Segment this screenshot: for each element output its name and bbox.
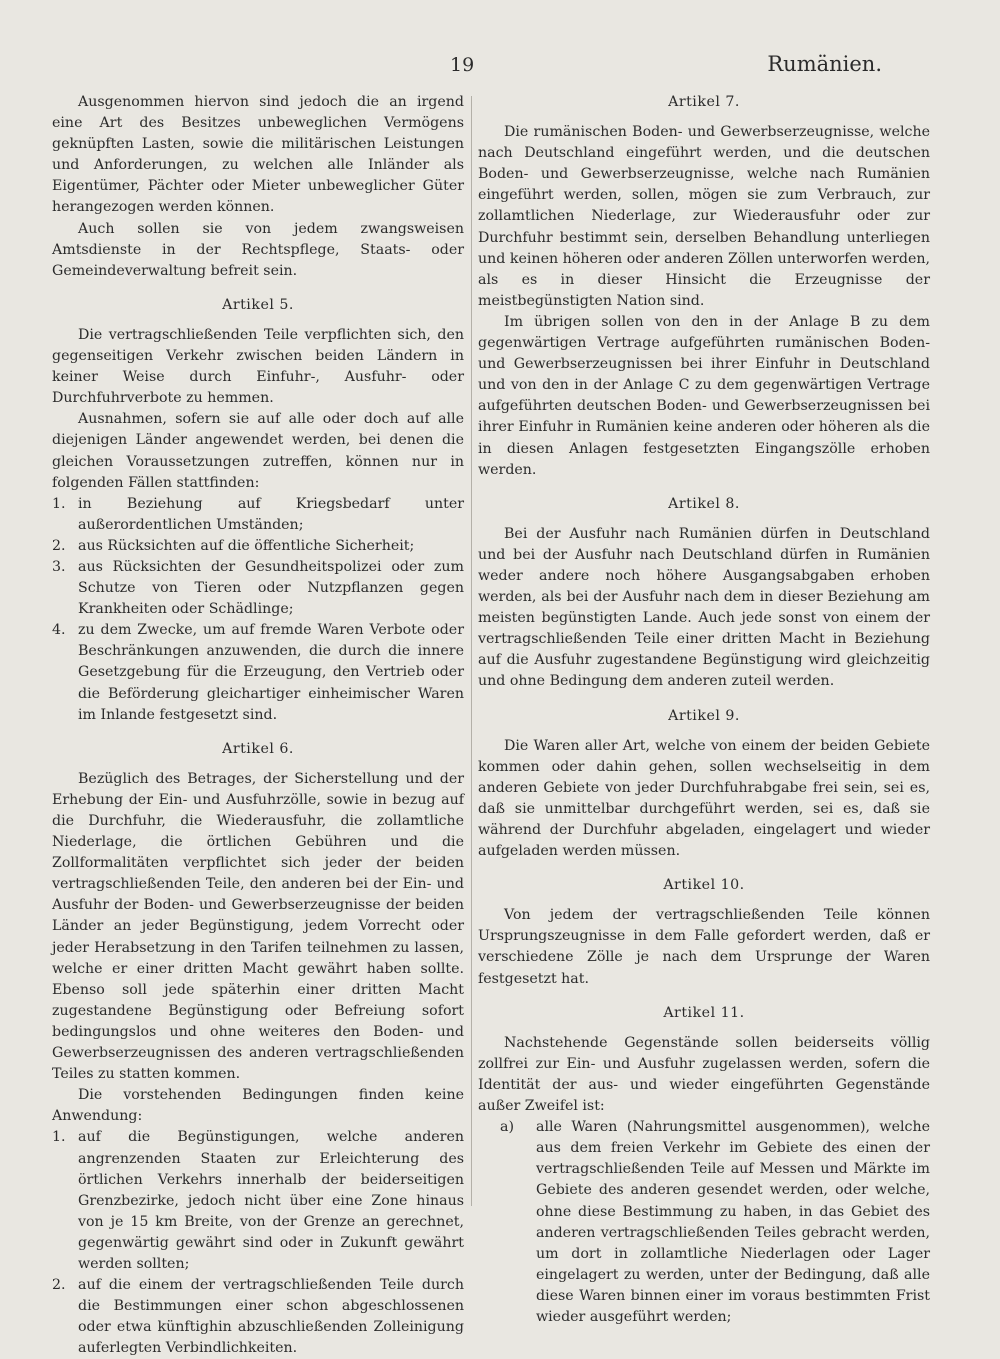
item-text: auf die einem der vertragschließenden Teile durch die Bestimmungen einer schon abgeschlossenen oder etwa künftighin abzuschließenden Zolleinigung auferlegten Verbindlichkeiten. (78, 1277, 464, 1357)
item-text: alle Waren (Nahrungsmittel ausgenommen), welche aus dem freien Verkehr im Gebiete des einen der vertragschließenden Teile auf Messen und Märkte im Gebiete des anderen gesendet werden, oder welche, ohne diese Bestimmung zu haben, in das Gebiet des anderen vertragschließenden Teiles gebracht werden, um dort in zollamtliche Niederlagen oder Lager eingelagert zu werden, unter der Bedingung, daß alle diese Waren binnen einer im voraus bestimmten Frist wieder ausgeführt werden; (536, 1119, 930, 1325)
article-5-heading: Artikel 5. (222, 296, 294, 313)
article-7-paragraph-1: Die rumänischen Boden- und Gewerbserzeugnisse, welche nach Deutschland eingeführt werden, und die deutschen Boden- und Gewerbserzeugnisse, welche nach Rumänien eingeführt werden, sollen, mögen sie zum Verbrauch, zur zollamtlichen Niederlage, zur Wiederausfuhr oder zur Durchfuhr bestimmt sein, derselben Behandlung unterliegen und keinen höheren oder anderen Zöllen unterworfen werden, als es in dieser Hinsicht die Erzeugnisse der meistbegünstigten Nation sind. (478, 124, 930, 309)
intro-paragraph: Ausgenommen hiervon sind jedoch die an irgend eine Art des Besitzes unbeweglichen Vermögens geknüpften Lasten, sowie die militärischen Leistungen und Anforderungen, zu welchen alle Inländer als Eigentümer, Pächter oder Mieter unbeweglicher Güter herangezogen werden können. (52, 94, 464, 216)
column-divider (471, 96, 472, 1206)
article-11-heading: Artikel 11. (663, 1004, 745, 1021)
item-number: 3. (52, 558, 66, 575)
running-head: Rumänien. (767, 52, 882, 76)
item-text: zu dem Zwecke, um auf fremde Waren Verbote oder Beschränkungen anzuwenden, die durch die innere Gesetzgebung für die Erzeugung, den Vertrieb oder die Beförderung gleichartiger einheimischer Waren im Inlande festgesetzt sind. (78, 622, 464, 723)
article-11-item (500, 1117, 930, 1328)
article-6-item (52, 1275, 464, 1359)
item-text: aus Rücksichten der Gesundheitspolizei oder zum Schutze von Tieren oder Nutzpflanzen gegen Krankheiten oder Schädlinge; (78, 558, 464, 618)
article-5-item (52, 494, 464, 536)
article-11-paragraph-1: Nachstehende Gegenstände sollen beiderseits völlig zollfrei zur Ein- und Ausfuhr zugelassen werden, sofern die Identität der aus- und wieder eingeführten Gegenstände außer Zweifel ist: (478, 1034, 930, 1115)
left-column (52, 92, 464, 1359)
item-number: 1. (52, 495, 66, 512)
item-number: 2. (52, 537, 66, 554)
item-letter: a) (500, 1119, 514, 1136)
article-5-paragraph-1: Die vertragschließenden Teile verpflichten sich, den gegenseitigen Verkehr zwischen beiden Ländern in keiner Weise durch Einfuhr-, Ausfuhr- oder Durchfuhrverbote zu hemmen. (52, 326, 464, 407)
page-header (0, 44, 1000, 94)
article-9-heading: Artikel 9. (668, 707, 740, 724)
article-9-paragraph-1: Die Waren aller Art, welche von einem der beiden Gebiete kommen oder dahin gehen, sollen wechselseitig in dem anderen Gebiete von jeder Durchfuhrabgabe frei sein, sei es, daß sie unmittelbar durchgeführt werden, sei es, daß sie während der Durchfuhr abgeladen, eingelagert und wieder aufgeladen werden müssen. (478, 737, 930, 860)
article-7-paragraph-2: Im übrigen sollen von den in der Anlage B zu dem gegenwärtigen Vertrage aufgeführten rumänischen Boden- und Gewerbserzeugnissen bei ihrer Einfuhr in Deutschland und von den in der Anlage C zu dem gegenwärtigen Vertrage aufgeführten deutschen Boden- und Gewerbserzeugnissen bei ihrer Einfuhr in Rumänien keine anderen oder höheren als die in diesen Anlagen festgesetzten Eingangszölle erhoben werden. (478, 313, 930, 478)
item-number: 4. (52, 622, 66, 639)
article-5-item (52, 620, 464, 725)
intro-paragraph-2: Auch sollen sie von jedem zwangsweisen Amtsdienste in der Rechtspflege, Staats- oder Gemeindeverwaltung befreit sein. (52, 220, 464, 279)
right-column (478, 92, 930, 1328)
article-7-heading: Artikel 7. (668, 94, 740, 110)
article-5-item (52, 557, 464, 620)
article-8-paragraph-1: Bei der Ausfuhr nach Rumänien dürfen in Deutschland und bei der Ausfuhr nach Deutschland dürfen in Rumänien weder andere noch höhere Ausgangsabgaben erhoben werden, als bei der Ausfuhr nach dem in dieser Beziehung am meisten begünstigten Lande. Auch jede sonst von einem der vertragschließenden Teile einer dritten Macht in Beziehung auf die Ausfuhr zugestandene Begünstigung wird gleichzeitig und ohne Bedingung dem anderen zuteil werden. (478, 525, 930, 690)
item-number: 2. (52, 1277, 66, 1294)
article-10-paragraph-1: Von jedem der vertragschließenden Teile können Ursprungszeugnisse in dem Falle gefordert werden, daß er verschiedene Zölle je nach dem Ursprunge der Waren festgesetzt hat. (478, 907, 930, 987)
article-5-paragraph-2: Ausnahmen, sofern sie auf alle oder doch auf alle diejenigen Länder angewendet werden, bei denen die gleichen Voraussetzungen zutreffen, können nur in folgenden Fällen stattfinden: (52, 411, 464, 491)
article-6-paragraph-1: Bezüglich des Betrages, der Sicherstellung und der Erhebung der Ein- und Ausfuhrzölle, sowie in bezug auf die Durchfuhr, die Wiederausfuhr, die zollamtliche Niederlage, die örtlichen Gebühren und die Zollformalitäten verpflichtet sich jeder der beiden vertragschließenden Teile, den anderen bei der Ein- und Ausfuhr der Boden- und Gewerbserzeugnisse der beiden Länder an jeder Begünstigung, jedem Vorrecht oder jeder Herabsetzung in den Tarifen teilnehmen zu lassen, welche er einer dritten Macht gewährt haben sollte. Ebenso soll jede späterhin einer dritten Macht zugestandene Begünstigung oder Befreiung sofort bedingungslos und ohne weiteres den Boden- und Gewerbserzeugnissen des anderen vertragschließenden Teiles zu statten kommen. (52, 770, 464, 1083)
item-number: 1. (52, 1129, 66, 1146)
page-number: 19 (450, 54, 475, 76)
article-6-heading: Artikel 6. (222, 740, 294, 757)
article-10-heading: Artikel 10. (663, 877, 745, 894)
article-6-paragraph-2: Die vorstehenden Bedingungen finden keine Anwendung: (52, 1087, 464, 1125)
article-8-heading: Artikel 8. (668, 495, 740, 512)
item-text: in Beziehung auf Kriegsbedarf unter außerordentlichen Umständen; (78, 495, 464, 533)
item-text: aus Rücksichten auf die öffentliche Sicherheit; (78, 537, 415, 554)
article-5-item (52, 536, 464, 557)
item-text: auf die Begünstigungen, welche anderen angrenzenden Staaten zur Erleichterung des örtlichen Verkehrs innerhalb der beiderseitigen Grenzbezirke, jedoch nicht über eine Zone hinaus von je 15 km Breite, von der Grenze an gerechnet, gegenwärtig gewährt sind oder in Zukunft gewährt werden sollten; (78, 1129, 464, 1272)
article-6-item (52, 1127, 464, 1275)
